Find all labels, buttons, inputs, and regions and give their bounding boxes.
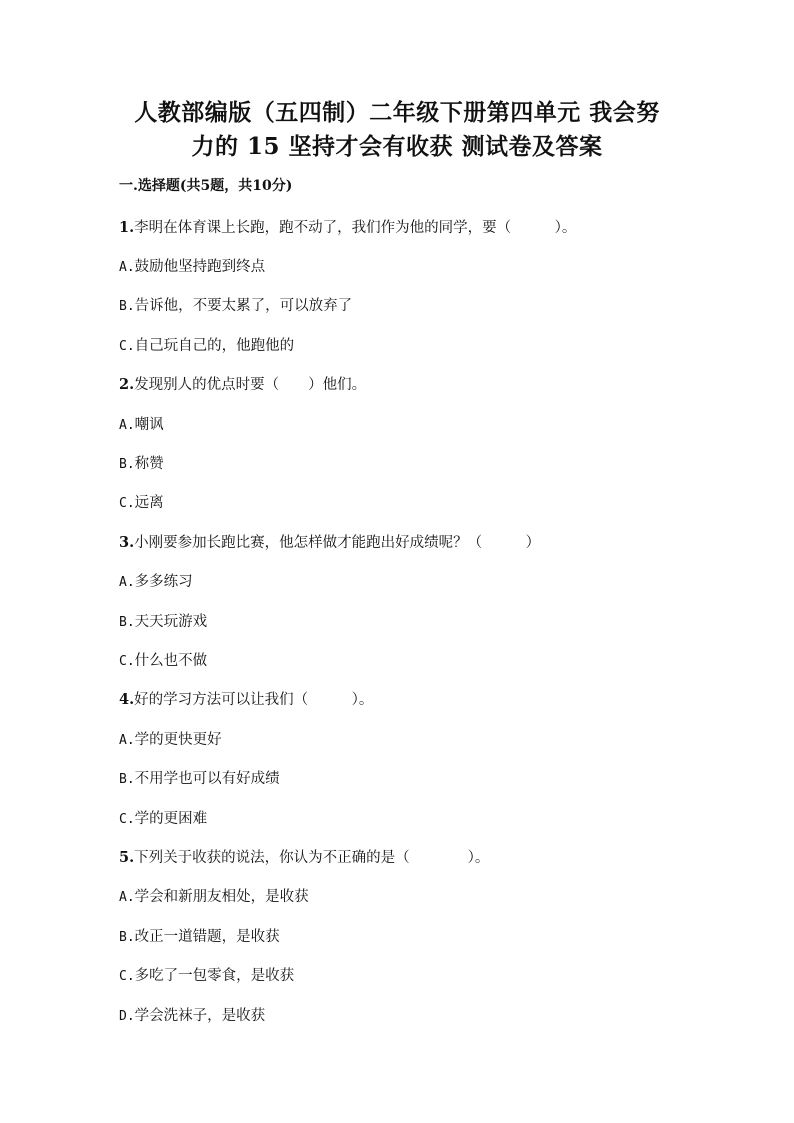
question-3-option-a	[119, 572, 193, 593]
question-number: 3.	[119, 534, 135, 551]
question-2-option-c	[119, 493, 164, 514]
section-heading: 一.选择题(共5题，共10分)	[119, 178, 293, 194]
option-letter: B.	[119, 772, 135, 787]
option-letter: C.	[119, 969, 135, 984]
option-text: 改正一道错题，是收获	[134, 929, 280, 945]
question-text: 李明在体育课上长跑，跑不动了，我们作为他的同学，要（ ）。	[134, 220, 577, 236]
question-1-option-a	[119, 257, 265, 278]
question-number: 2.	[119, 376, 135, 393]
question-3-option-c	[119, 651, 207, 672]
option-text: 学会和新朋友相处，是收获	[134, 889, 309, 905]
question-3	[119, 533, 540, 553]
option-text: 嘲讽	[134, 417, 164, 433]
question-text: 好的学习方法可以让我们（ ）。	[134, 692, 374, 708]
option-text: 多吃了一包零食，是收获	[134, 968, 295, 984]
question-5	[119, 848, 489, 868]
option-letter: A.	[119, 890, 135, 905]
question-number: 4.	[119, 691, 135, 708]
question-5-option-b	[119, 927, 280, 948]
option-text: 称赞	[134, 456, 164, 472]
question-1	[119, 218, 576, 238]
question-5-option-d	[119, 1006, 265, 1027]
option-text: 学的更困难	[134, 811, 208, 827]
option-text: 什么也不做	[134, 653, 208, 669]
option-letter: A.	[119, 260, 135, 275]
document-title-line-2: 力的 15 坚持才会有收获 测试卷及答案	[191, 133, 603, 160]
option-letter: C.	[119, 496, 135, 511]
question-text: 下列关于收获的说法，你认为不正确的是（ ）。	[134, 850, 490, 866]
option-letter: D.	[119, 1009, 135, 1024]
option-text: 多多练习	[134, 574, 193, 590]
option-letter: C.	[119, 339, 135, 354]
option-letter: B.	[119, 299, 135, 314]
question-2-option-a	[119, 415, 164, 436]
option-text: 远离	[134, 495, 164, 511]
question-5-option-a	[119, 887, 309, 908]
option-text: 不用学也可以有好成绩	[134, 771, 280, 787]
option-text: 鼓励他坚持跑到终点	[134, 259, 266, 275]
option-text: 学会洗袜子，是收获	[134, 1008, 266, 1024]
question-1-option-b	[119, 296, 352, 317]
question-1-option-c	[119, 336, 294, 357]
question-4-option-b	[119, 769, 280, 790]
question-5-option-c	[119, 966, 294, 987]
option-letter: B.	[119, 930, 135, 945]
question-2	[119, 375, 366, 395]
question-4-option-a	[119, 730, 222, 751]
option-letter: B.	[119, 615, 135, 630]
option-letter: A.	[119, 418, 135, 433]
question-4	[119, 690, 373, 710]
question-3-option-b	[119, 612, 207, 633]
option-letter: C.	[119, 812, 135, 827]
option-text: 告诉他，不要太累了，可以放弃了	[134, 298, 353, 314]
document-title-line-1: 人教部编版（五四制）二年级下册第四单元 我会努	[134, 99, 660, 126]
option-text: 自己玩自己的，他跑他的	[134, 338, 295, 354]
question-number: 1.	[119, 219, 135, 236]
option-letter: C.	[119, 654, 135, 669]
option-text: 天天玩游戏	[134, 614, 208, 630]
question-2-option-b	[119, 454, 164, 475]
option-letter: B.	[119, 457, 135, 472]
question-text: 小刚要参加长跑比赛，他怎样做才能跑出好成绩呢？（ ）	[134, 535, 541, 551]
question-number: 5.	[119, 849, 135, 866]
option-text: 学的更快更好	[134, 732, 222, 748]
question-text: 发现别人的优点时要（ ）他们。	[134, 377, 367, 393]
option-letter: A.	[119, 575, 135, 590]
option-letter: A.	[119, 733, 135, 748]
question-4-option-c	[119, 809, 207, 830]
